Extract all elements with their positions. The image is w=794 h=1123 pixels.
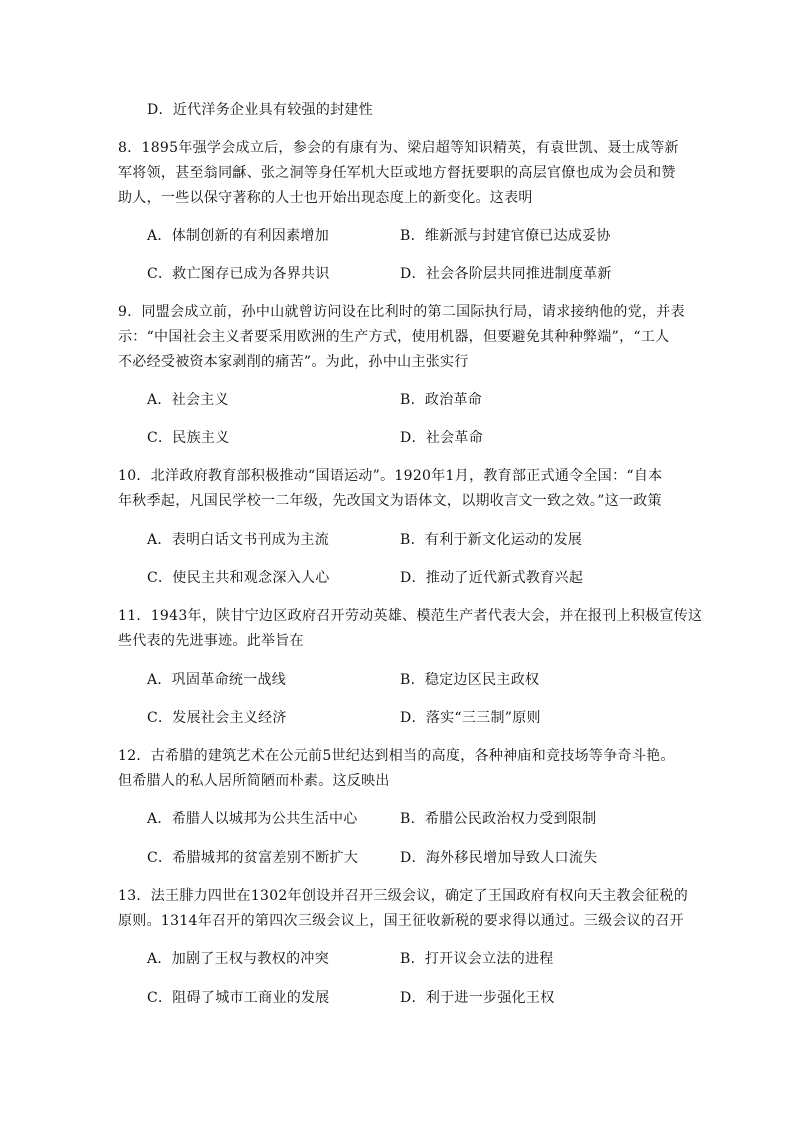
q10-option-c: C．使民主共和观念深入人心 bbox=[147, 570, 330, 586]
q12-option-b: B．希腊公民政治权力受到限制 bbox=[400, 811, 597, 827]
q11-option-b: B．稳定边区民主政权 bbox=[400, 672, 540, 688]
q12-stem-line-1: 12．古希腊的建筑艺术在公元前5世纪达到相当的高度，各种神庙和竞技场等争奇斗艳。 bbox=[118, 748, 675, 764]
q10-option-a: A．表明白话文书刊成为主流 bbox=[147, 532, 330, 548]
q8-stem-line-2: 军将领，甚至翁同龢、张之洞等身任军机大臣或地方督抚要职的高层官僚也成为会员和赞 bbox=[118, 165, 676, 181]
q13-stem-line-2: 原则。1314年召开的第四次三级会议上，国王征收新税的要求得以通过。三级会议的召开 bbox=[118, 913, 684, 929]
q8-option-a: A．体制创新的有利因素增加 bbox=[147, 228, 330, 244]
q13-stem-line-1: 13．法王腓力四世在1302年创设并召开三级会议，确定了王国政府有权向天主教会征税的 bbox=[118, 888, 689, 904]
q8-stem-line-1: 8．1895年强学会成立后，参会的有康有为、梁启超等知识精英，有袁世凯、聂士成等新 bbox=[118, 140, 679, 156]
q12-option-d: D．海外移民增加导致人口流失 bbox=[400, 850, 598, 866]
q11-stem-line-1: 11．1943年，陕甘宁边区政府召开劳动英雄、模范生产者代表大会，并在报刊上积极宣传这 bbox=[118, 608, 703, 624]
q10-option-d: D．推动了近代新式教育兴起 bbox=[400, 570, 584, 586]
q11-option-d: D．落实“三三制”原则 bbox=[400, 710, 541, 726]
q11-option-c: C．发展社会主义经济 bbox=[147, 710, 287, 726]
q9-stem-line-2: 示：“中国社会主义者要采用欧洲的生产方式，使用机器，但要避免其种种弊端”，“工人 bbox=[118, 329, 670, 345]
q8-option-b: B．维新派与封建官僚已达成妥协 bbox=[400, 228, 611, 244]
q13-option-a: A．加剧了王权与教权的冲突 bbox=[147, 951, 330, 967]
q9-option-d: D．社会革命 bbox=[400, 430, 484, 446]
q9-option-a: A．社会主义 bbox=[147, 392, 229, 408]
q11-stem-line-2: 些代表的先进事迹。此举旨在 bbox=[118, 633, 304, 649]
q12-stem-line-2: 但希腊人的私人居所简陋而朴素。这反映出 bbox=[118, 773, 390, 789]
q12-option-a: A．希腊人以城邦为公共生活中心 bbox=[147, 811, 358, 827]
q9-option-c: C．民族主义 bbox=[147, 430, 230, 446]
q10-stem-line-1: 10．北洋政府教育部积极推动“国语运动”。1920年1月，教育部正式通令全国：“自本 bbox=[118, 468, 663, 484]
q13-option-b: B．打开议会立法的进程 bbox=[400, 951, 554, 967]
prev-option-d: D．近代洋务企业具有较强的封建性 bbox=[147, 102, 374, 118]
q9-stem-line-1: 9．同盟会成立前，孙中山就曾访问设在比利时的第二国际执行局，请求接纳他的党，并表 bbox=[118, 304, 685, 320]
q9-option-b: B．政治革命 bbox=[400, 392, 483, 408]
q9-stem-line-3: 不必经受被资本家剥削的痛苦”。为此，孙中山主张实行 bbox=[118, 354, 469, 370]
q12-option-c: C．希腊城邦的贫富差别不断扩大 bbox=[147, 850, 359, 866]
q8-option-d: D．社会各阶层共同推进制度革新 bbox=[400, 266, 612, 282]
q8-option-c: C．救亡图存已成为各界共识 bbox=[147, 266, 330, 282]
q13-option-c: C．阻碍了城市工商业的发展 bbox=[147, 990, 330, 1006]
q10-stem-line-2: 年秋季起，凡国民学校一二年级，先改国文为语体文，以期收言文一致之效。”这一政策 bbox=[118, 493, 662, 509]
q11-option-a: A．巩固革命统一战线 bbox=[147, 672, 287, 688]
q8-stem-line-3: 助人，一些以保守著称的人士也开始出现态度上的新变化。这表明 bbox=[118, 190, 533, 206]
q10-option-b: B．有利于新文化运动的发展 bbox=[400, 532, 583, 548]
q13-option-d: D．利于进一步强化王权 bbox=[400, 990, 555, 1006]
